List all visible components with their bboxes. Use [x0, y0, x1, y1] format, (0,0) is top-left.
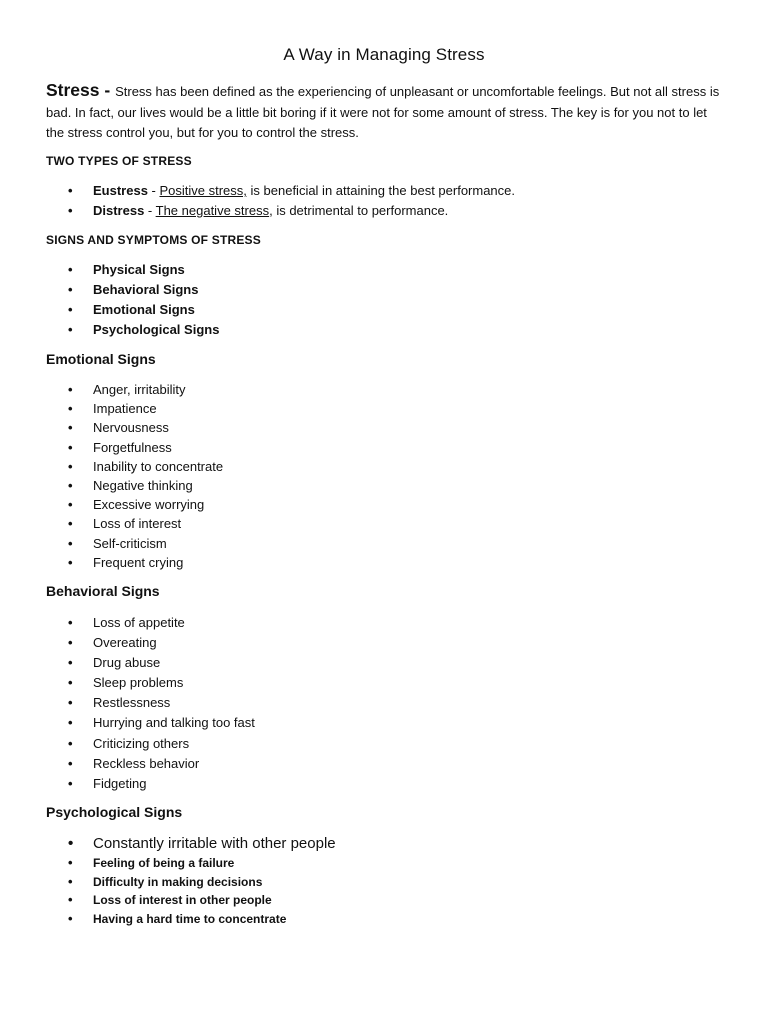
psychological-list — [0, 833, 700, 928]
list-item: • Loss of interest in other people — [0, 891, 700, 910]
intro-text: Stress has been defined as the experiencing of unpleasant or uncomfortable feelings. But not all stress is bad. In fact, our lives would be a little bit boring if it were not for some amount of stress. The key is for you not to let the stress control you, but for you to control the stress. — [46, 84, 720, 140]
list-item: • Inability to concentrate — [0, 457, 700, 476]
list-item: • Forgetfulness — [0, 438, 700, 457]
list-item: • Frequent crying — [0, 553, 700, 572]
signs-heading: SIGNS AND SYMPTOMS OF STRESS — [46, 233, 261, 247]
type-rest: , is detrimental to performance. — [269, 203, 449, 218]
list-item: • Emotional Signs — [0, 300, 700, 320]
list-item: • Reckless behavior — [0, 754, 700, 774]
list-item: • Restlessness — [0, 693, 700, 713]
list-item: • Criticizing others — [0, 734, 700, 754]
intro-lead: Stress — [46, 80, 100, 100]
intro-dash: - — [99, 80, 116, 100]
list-item: • Excessive worrying — [0, 495, 700, 514]
list-item: • Overeating — [0, 633, 700, 653]
emotional-list — [0, 380, 700, 572]
page-title: A Way in Managing Stress — [283, 45, 485, 64]
intro-paragraph — [46, 80, 726, 144]
list-item: • Behavioral Signs — [0, 280, 700, 300]
signs-list — [0, 260, 700, 340]
psychological-heading: Psychological Signs — [46, 804, 183, 820]
list-item: • Loss of interest — [0, 514, 700, 533]
type-term: Eustress — [93, 183, 148, 198]
type-sep: - — [144, 203, 156, 218]
list-item: • Self-criticism — [0, 534, 700, 553]
list-item: • Physical Signs — [0, 260, 700, 280]
list-item: • Difficulty in making decisions — [0, 873, 700, 892]
list-item: • Anger, irritability — [0, 380, 700, 399]
type-rest: is beneficial in attaining the best performance. — [246, 183, 516, 198]
types-list — [0, 181, 700, 221]
type-sep: - — [147, 183, 160, 198]
list-item: • Feeling of being a failure — [0, 854, 700, 873]
list-item: • Impatience — [0, 399, 700, 418]
list-item: • Drug abuse — [0, 653, 700, 673]
type-underlined: The negative stress — [155, 203, 270, 218]
emotional-heading: Emotional Signs — [46, 351, 156, 367]
behavioral-list — [0, 613, 700, 794]
list-item: • Loss of appetite — [0, 613, 700, 633]
behavioral-heading: Behavioral Signs — [46, 583, 160, 599]
type-underlined: Positive stress, — [159, 183, 247, 198]
list-item: • Hurrying and talking too fast — [0, 713, 700, 733]
list-item — [0, 181, 700, 201]
list-item: • Constantly irritable with other people — [0, 833, 700, 854]
list-item: • Nervousness — [0, 418, 700, 437]
list-item: • Having a hard time to concentrate — [0, 910, 700, 929]
type-term: Distress — [93, 203, 145, 218]
list-item: • Sleep problems — [0, 673, 700, 693]
types-heading: TWO TYPES OF STRESS — [46, 154, 192, 168]
list-item: • Psychological Signs — [0, 320, 700, 340]
list-item: • Fidgeting — [0, 774, 700, 794]
list-item — [0, 201, 700, 221]
list-item: • Negative thinking — [0, 476, 700, 495]
